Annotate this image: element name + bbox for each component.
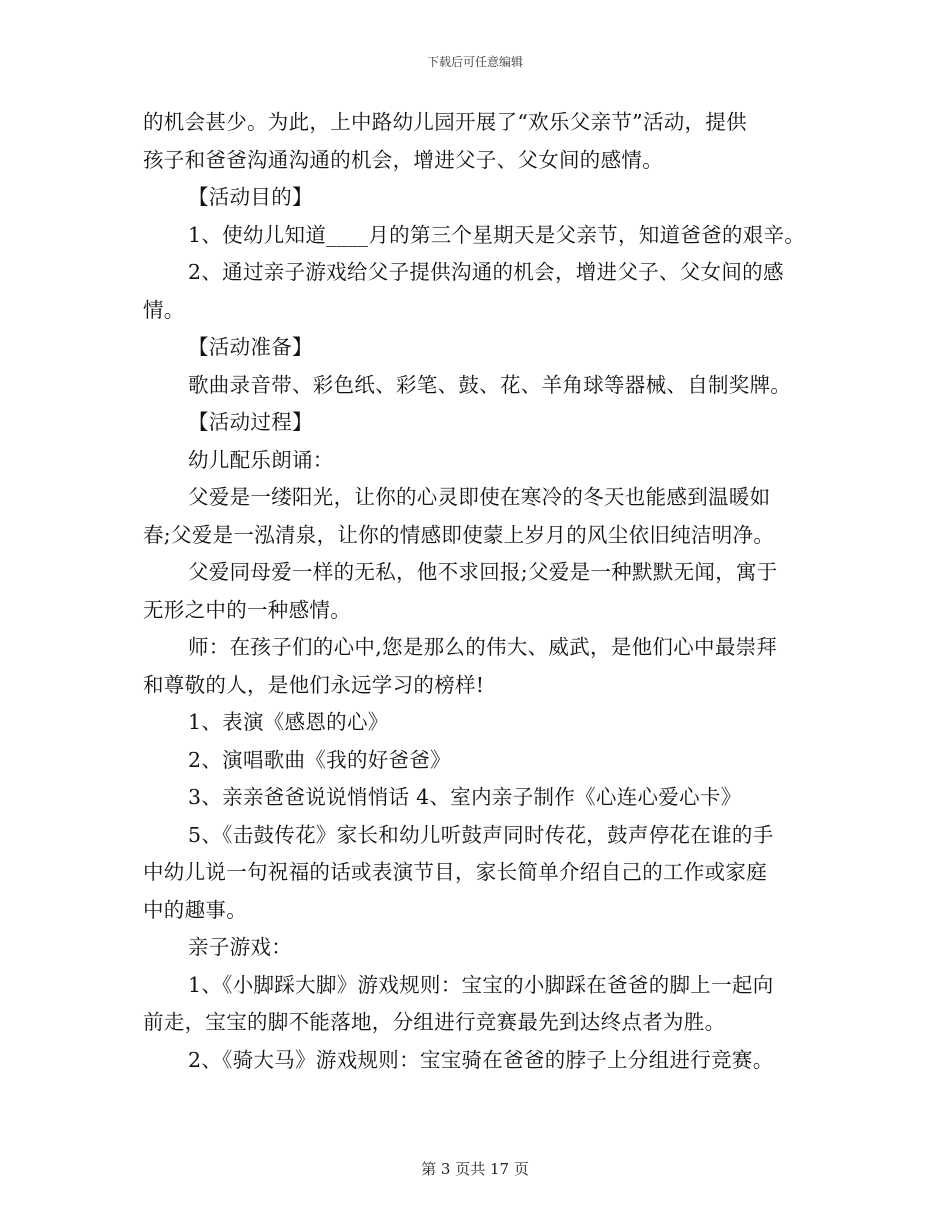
list-item: 2、演唱歌曲《我的好爸爸》 bbox=[188, 747, 451, 772]
body-line: 2、通过亲子游戏给父子提供沟通的机会，增进父子、父女间的感 bbox=[188, 260, 784, 284]
body-line: 幼儿配乐朗诵： bbox=[188, 447, 334, 472]
page-header-note: 下载后可任意编辑 bbox=[426, 55, 523, 69]
document-body bbox=[143, 104, 823, 1079]
section-heading-process: 【活动过程】 bbox=[188, 410, 313, 434]
body-line: 歌曲录音带、彩色纸、彩笔、鼓、花、羊角球等器械、自制奖牌。 bbox=[188, 372, 792, 397]
body-line: 春;父爱是一泓清泉，让你的情感即使蒙上岁月的风尘依旧纯洁明净。 bbox=[143, 522, 775, 547]
list-item: 2、《骑大马》游戏规则：宝宝骑在爸爸的脖子上分组进行竞赛。 bbox=[188, 1047, 774, 1072]
list-item: 1、《小脚踩大脚》游戏规则：宝宝的小脚踩在爸爸的脚上一起向 bbox=[188, 972, 774, 997]
section-heading-games: 亲子游戏： bbox=[188, 935, 292, 959]
body-line: 的机会甚少。为此，上中路幼儿园开展了“欢乐父亲节”活动，提供 bbox=[143, 110, 747, 134]
list-item: 1、表演《感恩的心》 bbox=[188, 710, 389, 734]
body-line: 1、使幼儿知道____月的第三个星期天是父亲节，知道爸爸的艰辛。 bbox=[188, 222, 806, 247]
body-line: 孩子和爸爸沟通沟通的机会，增进父子、父女间的感情。 bbox=[143, 147, 663, 172]
body-line: 前走，宝宝的脚不能落地，分组进行竞赛最先到达终点者为胜。 bbox=[143, 1010, 726, 1034]
body-line: 中幼儿说一句祝福的话或表演节目，家长简单介绍自己的工作或家庭 bbox=[143, 860, 767, 884]
section-heading-goal: 【活动目的】 bbox=[188, 185, 313, 209]
list-item: 3、亲亲爸爸说说悄悄话 4、室内亲子制作《心连心爱心卡》 bbox=[188, 785, 742, 809]
body-line: 中的趣事。 bbox=[143, 897, 247, 922]
body-line: 情。 bbox=[143, 297, 185, 322]
page-number: 第 3 页共 17 页 bbox=[421, 1160, 529, 1178]
body-line: 和尊敬的人，是他们永远学习的榜样! bbox=[143, 672, 485, 697]
section-heading-prep: 【活动准备】 bbox=[188, 335, 313, 359]
body-line: 父爱是一缕阳光，让你的心灵即使在寒冷的冬天也能感到温暖如 bbox=[188, 485, 771, 509]
body-line: 父爱同母爱一样的无私，他不求回报;父爱是一种默默无闻，寓于 bbox=[188, 560, 778, 584]
body-line: 师：在孩子们的心中,您是那么的伟大、威武，是他们心中最崇拜 bbox=[188, 635, 778, 659]
body-line: 无形之中的一种感情。 bbox=[143, 597, 351, 622]
list-item: 5、《击鼓传花》家长和幼儿听鼓声同时传花，鼓声停花在谁的手 bbox=[188, 822, 774, 847]
